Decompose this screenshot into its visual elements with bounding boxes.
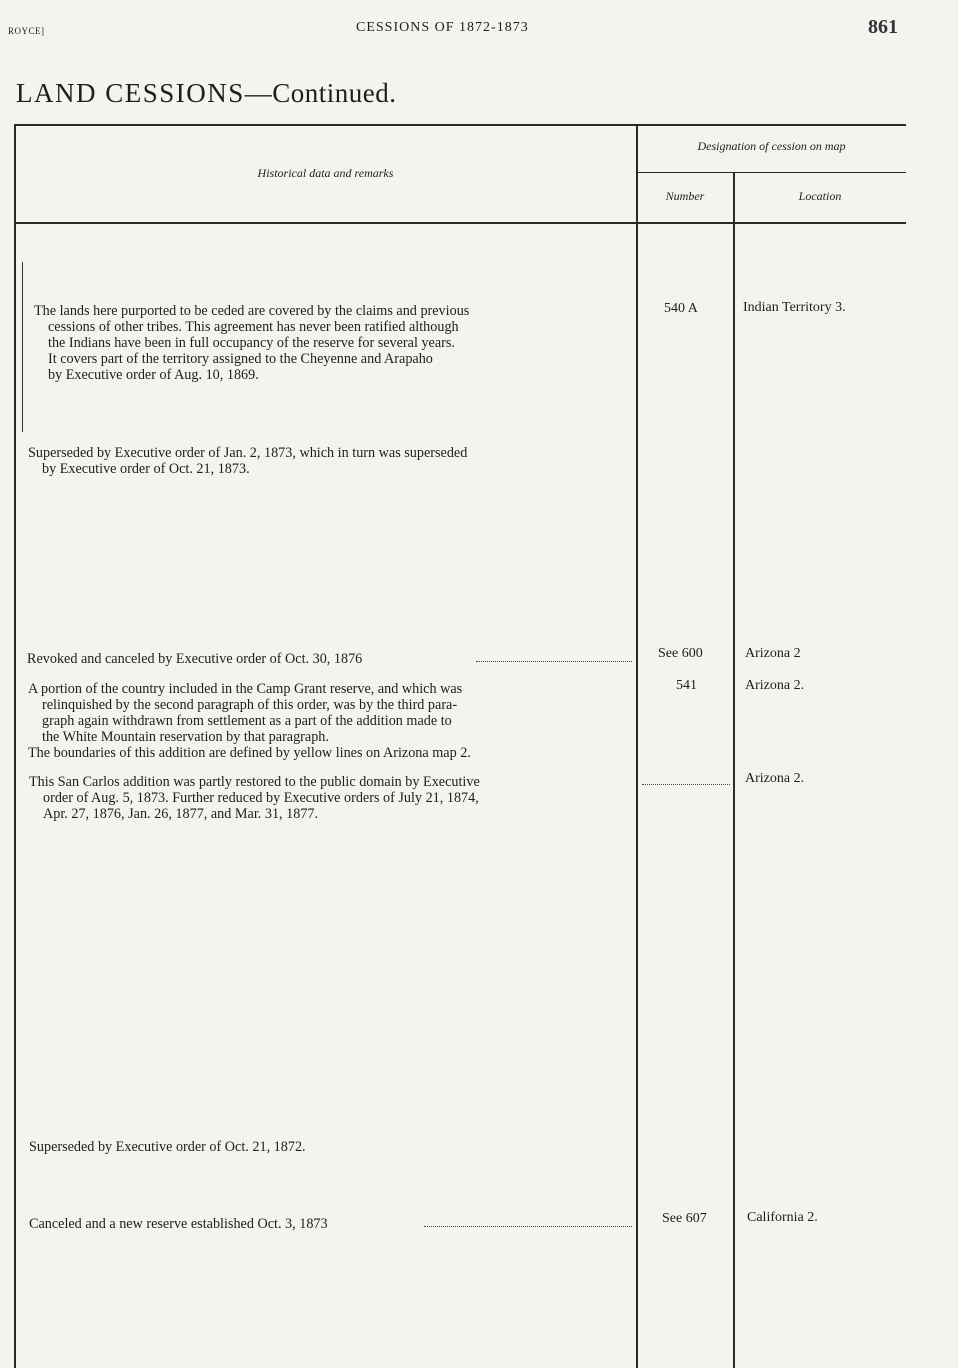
remark-line: by Executive order of Aug. 10, 1869.	[48, 367, 259, 383]
running-head-left: ROYCE]	[8, 26, 45, 36]
page-title	[16, 78, 397, 109]
cession-location: Arizona 2.	[745, 771, 805, 786]
table-row-remarks	[28, 681, 471, 761]
column-header-number: Number	[665, 189, 705, 203]
cession-number: See 600	[658, 646, 703, 661]
row-brace	[22, 262, 23, 432]
table-row-remarks	[29, 1216, 328, 1232]
remark-line: Superseded by Executive order of Jan. 2, 1873, which in turn was superseded	[28, 445, 468, 461]
running-head-title: CESSIONS OF 1872-1873	[356, 20, 529, 35]
table-row-remarks	[29, 774, 480, 822]
table-top-rule	[14, 124, 906, 126]
column-header-designation: Designation of cession on map	[697, 139, 846, 153]
remark-line: Apr. 27, 1876, Jan. 26, 1877, and Mar. 31, 1877.	[43, 806, 319, 822]
table-left-border	[14, 124, 16, 1368]
cession-number: See 607	[662, 1211, 707, 1226]
remark-line: order of Aug. 5, 1873. Further reduced by Executive orders of July 21, 1874,	[43, 790, 479, 806]
table-row-remarks	[34, 303, 469, 383]
remark-line: Superseded by Executive order of Oct. 21, 1872.	[29, 1139, 306, 1155]
remark-line: A portion of the country included in the Camp Grant reserve, and which was	[28, 681, 463, 697]
cession-location: Arizona 2.	[745, 678, 805, 693]
table-row-remarks	[27, 651, 362, 667]
remark-line: Revoked and canceled by Executive order of Oct. 30, 1876	[27, 651, 363, 667]
leader-dots	[642, 784, 730, 785]
leader-dots	[476, 661, 632, 662]
header-bottom-rule	[14, 222, 906, 224]
remark-line: The lands here purported to be ceded are covered by the claims and previous	[34, 303, 470, 319]
remark-line: by Executive order of Oct. 21, 1873.	[42, 461, 250, 477]
remark-line: the Indians have been in full occupancy of the reserve for several years.	[48, 335, 455, 351]
leader-dots	[424, 1226, 632, 1227]
page-title-main: LAND CESSIONS	[16, 78, 245, 108]
table-row-remarks	[28, 445, 467, 477]
column-header-remarks: Historical data and remarks	[257, 166, 394, 180]
column-divider-number	[733, 172, 735, 1368]
page-number: 861	[868, 16, 898, 38]
cession-location: Arizona 2	[745, 646, 801, 661]
remark-line: It covers part of the territory assigned to the Cheyenne and Arapaho	[48, 351, 433, 367]
column-header-location: Location	[798, 189, 842, 203]
remark-line: cessions of other tribes. This agreement has never been ratified although	[48, 319, 459, 335]
cession-location: Indian Territory 3.	[743, 300, 846, 315]
table-row-remarks	[29, 1139, 306, 1155]
page-title-suffix: —Continued.	[244, 78, 397, 108]
cession-number: 540 A	[664, 301, 698, 316]
cession-number: 541	[676, 678, 697, 693]
remark-line: The boundaries of this addition are defined by yellow lines on Arizona map 2.	[28, 745, 471, 761]
column-divider-remarks	[636, 124, 638, 1368]
cession-location: California 2.	[747, 1210, 818, 1225]
remark-line: relinquished by the second paragraph of this order, was by the third para-	[42, 697, 458, 713]
remark-line: This San Carlos addition was partly restored to the public domain by Executive	[29, 774, 480, 790]
remark-line: Canceled and a new reserve established Oct. 3, 1873	[29, 1216, 328, 1232]
remark-line: the White Mountain reservation by that paragraph.	[42, 729, 329, 745]
designation-subheader-rule	[636, 172, 906, 173]
remark-line: graph again withdrawn from settlement as a part of the addition made to	[42, 713, 452, 729]
